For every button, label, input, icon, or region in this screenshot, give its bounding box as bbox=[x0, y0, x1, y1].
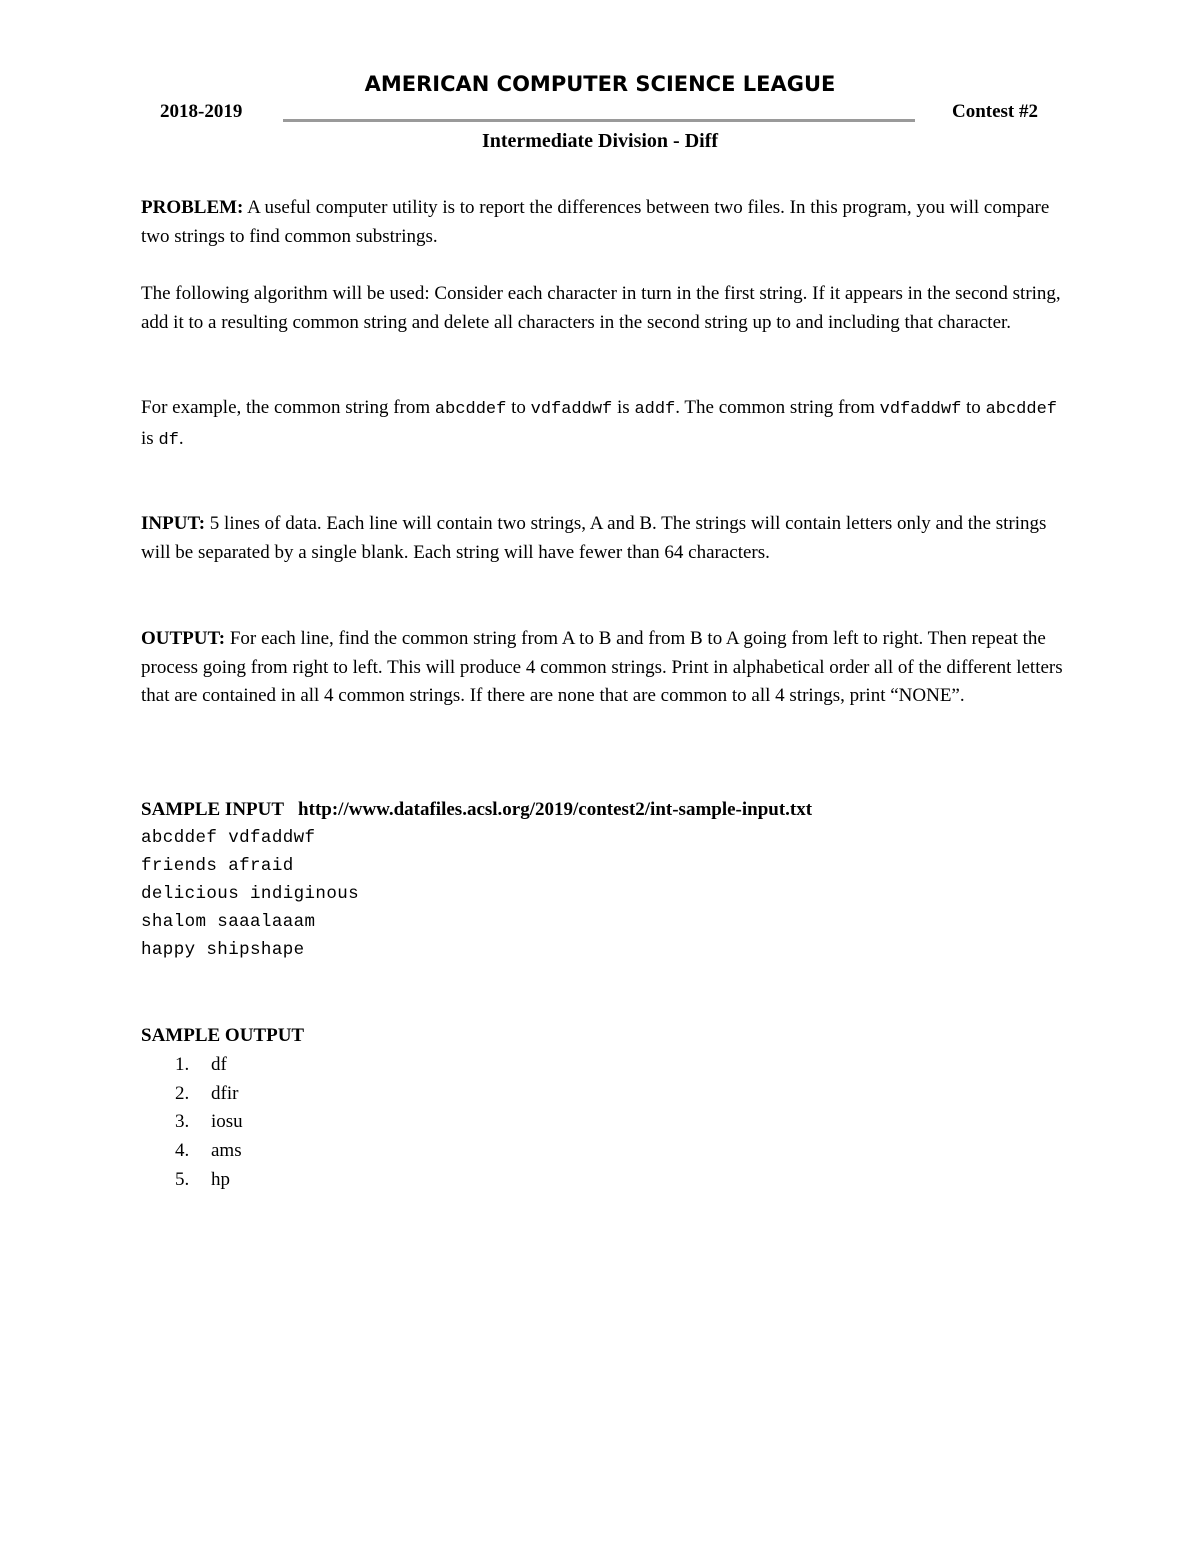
contest-number: Contest #2 bbox=[951, 101, 1038, 122]
sample-input-line: abcddef vdfaddwf bbox=[141, 828, 316, 848]
org-title: AMERICAN COMPUTER SCIENCE LEAGUE bbox=[364, 72, 836, 96]
output-text: For each line, find the common string from A to B and from B to A going from left to right. Then repeat the process going from right to left. This will produce 4 common strings. Print in alphabetical order all of the different letters that are contained in all 4 common strings. If there are none that are common to all 4 strings, print “NONE”. bbox=[141, 628, 1063, 707]
sample-input-line: delicious indiginous bbox=[141, 884, 360, 904]
example-code: abcddef bbox=[434, 400, 507, 419]
list-number: 1. bbox=[175, 1054, 190, 1075]
input-label: INPUT: bbox=[141, 513, 206, 534]
sample-input-line: happy shipshape bbox=[141, 940, 305, 960]
list-value: df bbox=[211, 1054, 227, 1075]
list-number: 4. bbox=[175, 1140, 190, 1162]
example-text: For example, the common string from bbox=[141, 397, 435, 418]
example-text: to bbox=[506, 397, 531, 418]
list-value: dfir bbox=[211, 1082, 239, 1104]
example-code: vdfaddwf bbox=[879, 400, 962, 419]
example-text: to bbox=[961, 397, 986, 418]
sample-output-heading: SAMPLE OUTPUT bbox=[141, 1025, 305, 1046]
input-text: 5 lines of data. Each line will contain two strings, A and B. The strings will contain letters only and the strings will be separated by a single blank. Each string will have fewer than 64 characters. bbox=[141, 513, 1047, 563]
list-number: 5. bbox=[175, 1168, 190, 1190]
header-divider bbox=[283, 119, 915, 122]
example-text: is bbox=[612, 397, 635, 418]
example-text: is bbox=[141, 427, 159, 449]
sample-input-heading bbox=[141, 796, 812, 824]
list-value: hp bbox=[211, 1168, 230, 1190]
sample-input-url[interactable]: http://www.datafiles.acsl.org/2019/contest2/int-sample-input.txt bbox=[298, 799, 813, 820]
sample-input-line: friends afraid bbox=[141, 856, 294, 876]
input-paragraph bbox=[141, 510, 1071, 567]
list-number: 3. bbox=[175, 1111, 190, 1133]
list-value: iosu bbox=[211, 1111, 243, 1133]
example-code: addf bbox=[634, 400, 676, 419]
sample-input-label: SAMPLE INPUT bbox=[141, 799, 285, 820]
example-text: . The common string from bbox=[675, 397, 880, 418]
example-text: . bbox=[178, 427, 184, 449]
problem-text: A useful computer utility is to report the differences between two files. In this program, you will compare two strings to find common substrings. bbox=[141, 197, 1050, 247]
problem-label: PROBLEM: bbox=[141, 197, 244, 218]
division-title: Intermediate Division - Diff bbox=[481, 130, 719, 152]
school-year: 2018-2019 bbox=[160, 101, 243, 122]
sample-input-line: shalom saaalaaam bbox=[141, 912, 316, 932]
list-number: 2. bbox=[175, 1082, 190, 1104]
algorithm-paragraph: The following algorithm will be used: Consider each character in turn in the first string. If it appears in the second string, add it to a resulting common string and delete all characters in the second string up to and including that character. bbox=[141, 283, 1061, 333]
list-value: ams bbox=[211, 1140, 242, 1162]
sample-input-block bbox=[141, 824, 359, 964]
output-paragraph bbox=[141, 625, 1071, 711]
example-code: abcddef bbox=[985, 400, 1057, 419]
output-label: OUTPUT: bbox=[141, 628, 226, 649]
example-paragraph bbox=[141, 394, 1071, 455]
example-code: df bbox=[158, 430, 179, 450]
example-code: vdfaddwf bbox=[530, 400, 613, 419]
problem-paragraph bbox=[141, 194, 1071, 251]
